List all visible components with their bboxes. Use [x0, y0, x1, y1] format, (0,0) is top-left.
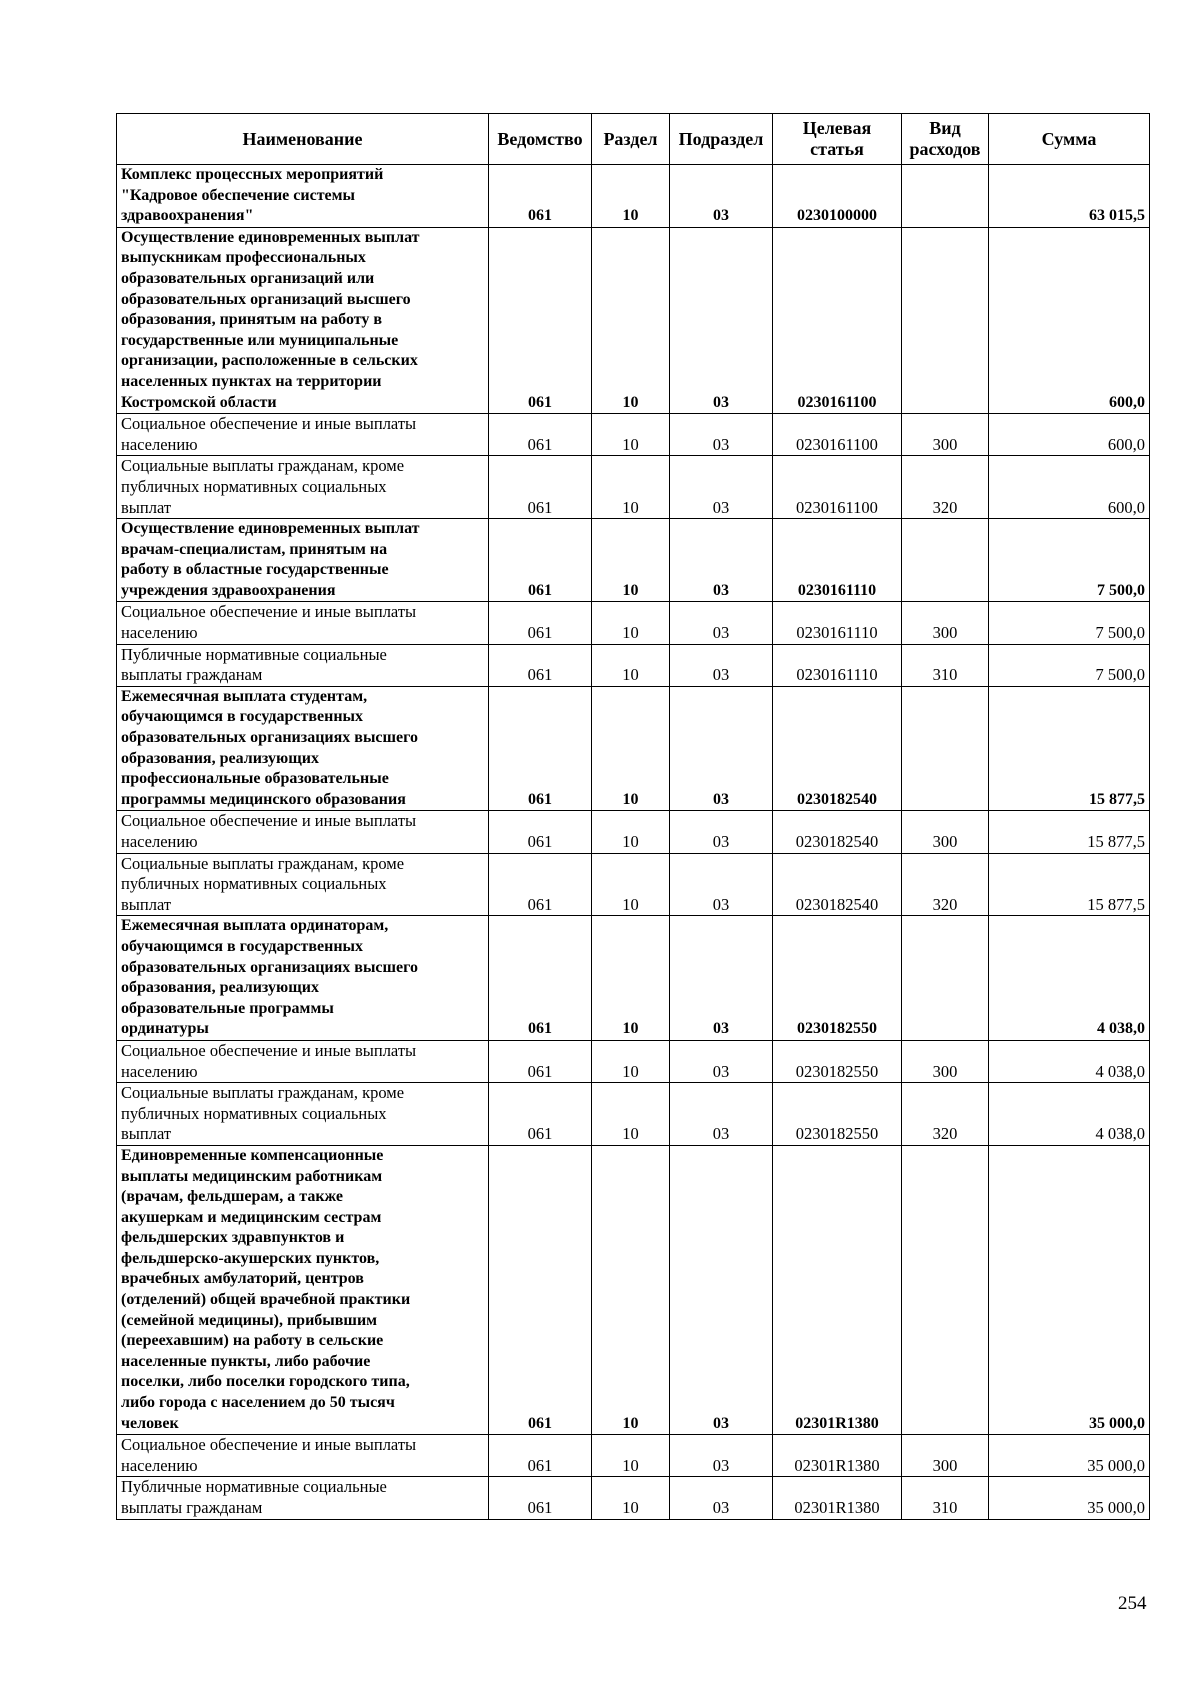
row-sum: 35 000,0: [989, 1435, 1150, 1477]
row-name-line: обучающимся в государственных: [121, 937, 364, 955]
row-name-line: населенных пунктах на территории: [121, 372, 382, 390]
row-name-line: Комплекс процессных мероприятий: [121, 166, 384, 183]
row-sum: 4 038,0: [989, 916, 1150, 1041]
row-section: 10: [592, 853, 670, 916]
row-sum: 7 500,0: [989, 519, 1150, 602]
row-exp-type: [902, 1145, 989, 1434]
row-name-line: населенные пункты, либо рабочие: [121, 1352, 371, 1370]
row-dept: 061: [489, 853, 592, 916]
row-subsection: 03: [670, 686, 773, 811]
row-name-line: населению: [121, 434, 198, 454]
row-subsection: 03: [670, 414, 773, 456]
header-dept: Ведомство: [489, 114, 592, 165]
row-name-line: выплат: [121, 894, 172, 914]
header-exp-type: Вид расходов: [902, 114, 989, 165]
row-name-line: населению: [121, 1061, 198, 1081]
row-sum: 600,0: [989, 414, 1150, 456]
header-target: Целевая статья: [773, 114, 902, 165]
row-name-line: врачам-специалистам, принятым на: [121, 540, 388, 558]
row-name: [117, 414, 489, 456]
row-dept: 061: [489, 414, 592, 456]
row-target: 0230161110: [773, 519, 902, 602]
row-section: 10: [592, 1145, 670, 1434]
row-dept: 061: [489, 1477, 592, 1519]
row-name-line: учреждения здравоохранения: [121, 581, 336, 599]
row-exp-type: [902, 519, 989, 602]
row-name-line: выплаты медицинским работникам: [121, 1167, 383, 1185]
row-sum: 4 038,0: [989, 1040, 1150, 1082]
row-name-line: публичных нормативных социальных: [121, 874, 387, 894]
row-exp-type: 320: [902, 853, 989, 916]
row-dept: 061: [489, 227, 592, 413]
row-name-line: Ежемесячная выплата ординаторам,: [121, 917, 389, 935]
row-section: 10: [592, 1477, 670, 1519]
row-dept: 061: [489, 165, 592, 228]
row-subsection: 03: [670, 644, 773, 686]
row-target: 02301R1380: [773, 1145, 902, 1434]
row-subsection: 03: [670, 1145, 773, 1434]
table-row: [117, 1435, 1150, 1477]
row-name-line: акушеркам и медицинским сестрам: [121, 1208, 382, 1226]
row-sum: 63 015,5: [989, 165, 1150, 228]
row-target: 0230182540: [773, 686, 902, 811]
row-sum: 15 877,5: [989, 811, 1150, 853]
row-name-line: образовательных организациях высшего: [121, 958, 419, 976]
row-target: 0230100000: [773, 165, 902, 228]
row-name-line: Социальное обеспечение и иные выплаты: [121, 811, 417, 831]
row-name: [117, 1083, 489, 1146]
table-row: [117, 165, 1150, 228]
row-name-line: (отделений) общей врачебной практики: [121, 1291, 411, 1309]
row-subsection: 03: [670, 165, 773, 228]
row-dept: 061: [489, 811, 592, 853]
row-subsection: 03: [670, 1040, 773, 1082]
row-name-line: выплаты гражданам: [121, 1498, 263, 1517]
row-name: [117, 916, 489, 1041]
row-exp-type: [902, 227, 989, 413]
row-name: [117, 644, 489, 686]
row-name-line: образовательных организациях высшего: [121, 729, 419, 747]
row-name-line: образования, реализующих: [121, 979, 319, 997]
row-name-line: (врачам, фельдшерам, а также: [121, 1188, 344, 1206]
row-name: [117, 1040, 489, 1082]
row-sum: 7 500,0: [989, 644, 1150, 686]
row-target: 02301R1380: [773, 1477, 902, 1519]
table-row: [117, 1040, 1150, 1082]
row-name: [117, 1477, 489, 1519]
row-name: [117, 1435, 489, 1477]
row-name-line: поселки, либо поселки городского типа,: [121, 1373, 410, 1391]
table-row: [117, 916, 1150, 1041]
row-name: [117, 686, 489, 811]
row-section: 10: [592, 519, 670, 602]
row-name: [117, 1145, 489, 1434]
row-name-line: Осуществление единовременных выплат: [121, 520, 420, 538]
row-sum: 4 038,0: [989, 1083, 1150, 1146]
header-name: Наименование: [117, 114, 489, 165]
row-section: 10: [592, 165, 670, 228]
row-target: 0230161110: [773, 644, 902, 686]
row-name-line: населению: [121, 1455, 198, 1475]
row-dept: 061: [489, 519, 592, 602]
row-name-line: образования, принятым на работу в: [121, 311, 383, 329]
row-name-line: Публичные нормативные социальные: [121, 644, 387, 664]
row-subsection: 03: [670, 602, 773, 644]
row-section: 10: [592, 414, 670, 456]
table-body: [117, 165, 1150, 1520]
row-subsection: 03: [670, 916, 773, 1041]
row-name-line: Социальное обеспечение и иные выплаты: [121, 602, 417, 622]
row-name: [117, 456, 489, 519]
row-name: [117, 227, 489, 413]
row-target: 0230182540: [773, 811, 902, 853]
row-sum: 35 000,0: [989, 1145, 1150, 1434]
row-target: 0230182550: [773, 1083, 902, 1146]
row-subsection: 03: [670, 227, 773, 413]
row-section: 10: [592, 1040, 670, 1082]
row-exp-type: 300: [902, 414, 989, 456]
row-name: [117, 519, 489, 602]
row-dept: 061: [489, 916, 592, 1041]
row-dept: 061: [489, 1083, 592, 1146]
table-row: [117, 414, 1150, 456]
row-name-line: Единовременные компенсационные: [121, 1146, 384, 1164]
row-sum: 600,0: [989, 456, 1150, 519]
row-name-line: фельдшерских здравпунктов и: [121, 1229, 345, 1247]
table-row: [117, 519, 1150, 602]
row-subsection: 03: [670, 1435, 773, 1477]
page-number: 254: [1118, 1593, 1147, 1614]
row-exp-type: [902, 686, 989, 811]
row-subsection: 03: [670, 519, 773, 602]
row-target: 0230182540: [773, 853, 902, 916]
row-name-line: Социальные выплаты гражданам, кроме: [121, 456, 405, 476]
row-name-line: Социальное обеспечение и иные выплаты: [121, 1040, 417, 1060]
header-sum: Сумма: [989, 114, 1150, 165]
table-row: [117, 227, 1150, 413]
row-exp-type: 310: [902, 1477, 989, 1519]
row-name-line: публичных нормативных социальных: [121, 1103, 387, 1123]
row-name-line: врачебных амбулаторий, центров: [121, 1270, 364, 1288]
row-exp-type: 320: [902, 456, 989, 519]
row-target: 0230161100: [773, 227, 902, 413]
row-name-line: образования, реализующих: [121, 749, 319, 767]
table-row: [117, 686, 1150, 811]
row-target: 0230161100: [773, 456, 902, 519]
row-subsection: 03: [670, 853, 773, 916]
row-exp-type: 300: [902, 811, 989, 853]
table-row: [117, 1145, 1150, 1434]
row-name-line: выплаты гражданам: [121, 665, 263, 685]
row-name-line: государственные или муниципальные: [121, 331, 399, 349]
row-section: 10: [592, 916, 670, 1041]
row-target: 0230161110: [773, 602, 902, 644]
table-row: [117, 1477, 1150, 1519]
row-name-line: Социальные выплаты гражданам, кроме: [121, 1083, 405, 1103]
row-exp-type: 300: [902, 1435, 989, 1477]
row-name: [117, 811, 489, 853]
row-sum: 600,0: [989, 227, 1150, 413]
row-name-line: либо города с населением до 50 тысяч: [121, 1394, 395, 1412]
row-name-line: обучающимся в государственных: [121, 708, 364, 726]
row-name-line: работу в областные государственные: [121, 561, 389, 579]
row-name-line: здравоохранения": [121, 207, 254, 225]
row-name: [117, 853, 489, 916]
row-subsection: 03: [670, 1083, 773, 1146]
row-section: 10: [592, 644, 670, 686]
row-name-line: населению: [121, 832, 198, 851]
row-section: 10: [592, 686, 670, 811]
row-name-line: Публичные нормативные социальные: [121, 1477, 387, 1497]
row-exp-type: 320: [902, 1083, 989, 1146]
row-name-line: выплат: [121, 497, 172, 517]
row-dept: 061: [489, 644, 592, 686]
row-name-line: программы медицинского образования: [121, 790, 406, 808]
row-name-line: образовательных организаций высшего: [121, 290, 411, 308]
row-name: [117, 165, 489, 228]
row-subsection: 03: [670, 456, 773, 519]
row-dept: 061: [489, 1040, 592, 1082]
row-name-line: профессиональные образовательные: [121, 770, 389, 788]
row-section: 10: [592, 1083, 670, 1146]
row-section: 10: [592, 811, 670, 853]
row-target: 0230182550: [773, 916, 902, 1041]
row-section: 10: [592, 227, 670, 413]
row-name-line: образовательных организаций или: [121, 269, 375, 287]
row-name-line: Социальное обеспечение и иные выплаты: [121, 414, 417, 434]
row-name-line: Костромской области: [121, 393, 277, 411]
row-exp-type: 300: [902, 602, 989, 644]
row-name-line: выплат: [121, 1124, 172, 1144]
budget-table: [116, 113, 1150, 1520]
table-row: [117, 644, 1150, 686]
row-exp-type: 300: [902, 1040, 989, 1082]
row-name-line: Ежемесячная выплата студентам,: [121, 687, 368, 705]
row-dept: 061: [489, 1145, 592, 1434]
row-name-line: публичных нормативных социальных: [121, 476, 387, 496]
table-row: [117, 811, 1150, 853]
row-name-line: "Кадровое обеспечение системы: [121, 186, 356, 204]
row-dept: 061: [489, 1435, 592, 1477]
table-header-row: [117, 114, 1150, 165]
row-name-line: населению: [121, 623, 198, 643]
row-name-line: ординатуры: [121, 1020, 209, 1038]
row-name-line: (семейной медицины), прибывшим: [121, 1311, 378, 1329]
row-sum: 15 877,5: [989, 686, 1150, 811]
header-section: Раздел: [592, 114, 670, 165]
row-dept: 061: [489, 456, 592, 519]
row-sum: 15 877,5: [989, 853, 1150, 916]
row-name-line: Социальное обеспечение и иные выплаты: [121, 1435, 417, 1455]
header-subsection: Подраздел: [670, 114, 773, 165]
row-name-line: (переехавшим) на работу в сельские: [121, 1332, 384, 1350]
row-section: 10: [592, 456, 670, 519]
row-name-line: выпускникам профессиональных: [121, 249, 366, 267]
table-row: [117, 456, 1150, 519]
row-target: 02301R1380: [773, 1435, 902, 1477]
table-row: [117, 602, 1150, 644]
row-name-line: Социальные выплаты гражданам, кроме: [121, 853, 405, 873]
row-subsection: 03: [670, 811, 773, 853]
row-name-line: организации, расположенные в сельских: [121, 352, 418, 370]
row-target: 0230161100: [773, 414, 902, 456]
row-name: [117, 602, 489, 644]
row-name-line: образовательные программы: [121, 999, 334, 1017]
row-section: 10: [592, 1435, 670, 1477]
row-subsection: 03: [670, 1477, 773, 1519]
table-row: [117, 1083, 1150, 1146]
row-exp-type: 310: [902, 644, 989, 686]
row-target: 0230182550: [773, 1040, 902, 1082]
table-row: [117, 853, 1150, 916]
row-dept: 061: [489, 686, 592, 811]
row-exp-type: [902, 916, 989, 1041]
row-name-line: человек: [121, 1414, 179, 1432]
row-name-line: Осуществление единовременных выплат: [121, 228, 420, 246]
row-sum: 35 000,0: [989, 1477, 1150, 1519]
row-sum: 7 500,0: [989, 602, 1150, 644]
row-section: 10: [592, 602, 670, 644]
row-dept: 061: [489, 602, 592, 644]
row-exp-type: [902, 165, 989, 228]
row-name-line: фельдшерско-акушерских пунктов,: [121, 1249, 380, 1267]
